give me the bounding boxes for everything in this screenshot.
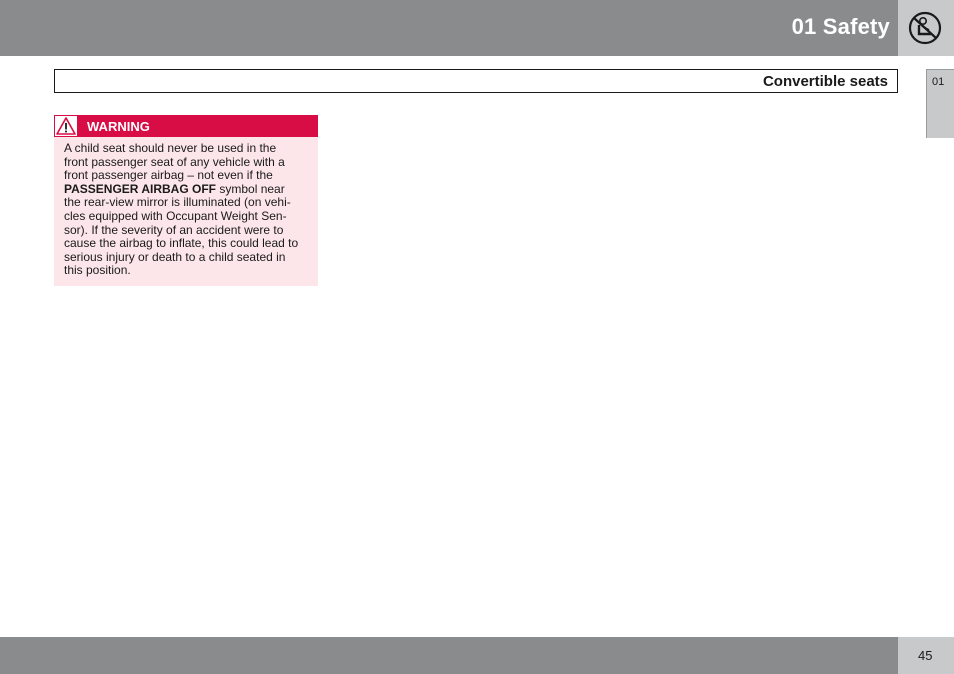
warning-triangle-icon [56, 117, 76, 135]
section-header [54, 69, 898, 93]
warning-line-with-term [64, 183, 312, 197]
chapter-title: 01 Safety [791, 14, 890, 39]
warning-line: cause the airbag to inflate, this could lead to [64, 236, 299, 251]
warning-line: front passenger seat of any vehicle with a [64, 154, 285, 169]
chapter-side-tab-label: 01 [932, 76, 945, 88]
warning-line: sor). If the severity of an accident were to [64, 222, 284, 237]
warning-line-tail: symbol near [219, 181, 285, 196]
child-seat-airbag-off-icon [908, 11, 942, 45]
warning-line: cles equipped with Occupant Weight Sen- [64, 208, 287, 223]
footer-bar [0, 637, 898, 674]
passenger-airbag-off-term: PASSENGER AIRBAG OFF [64, 181, 217, 196]
warning-text [64, 142, 312, 278]
warning-line: serious injury or death to a child seated in [64, 249, 286, 264]
page-number: 45 [918, 648, 933, 663]
warning-triangle-box [55, 116, 77, 136]
section-title: Convertible seats [762, 73, 888, 90]
chapter-icon-box [898, 0, 954, 56]
warning-line: the rear-view mirror is illuminated (on vehi- [64, 195, 291, 210]
warning-line: A child seat should never be used in the [64, 141, 277, 155]
header-bar [0, 0, 898, 56]
warning-box [54, 115, 318, 286]
warning-line: this position. [64, 263, 131, 278]
warning-line: front passenger airbag – not even if the [64, 168, 273, 183]
warning-header [54, 115, 318, 137]
page-number-box [898, 637, 954, 674]
warning-label: WARNING [87, 119, 150, 134]
chapter-side-tab[interactable] [926, 69, 954, 138]
